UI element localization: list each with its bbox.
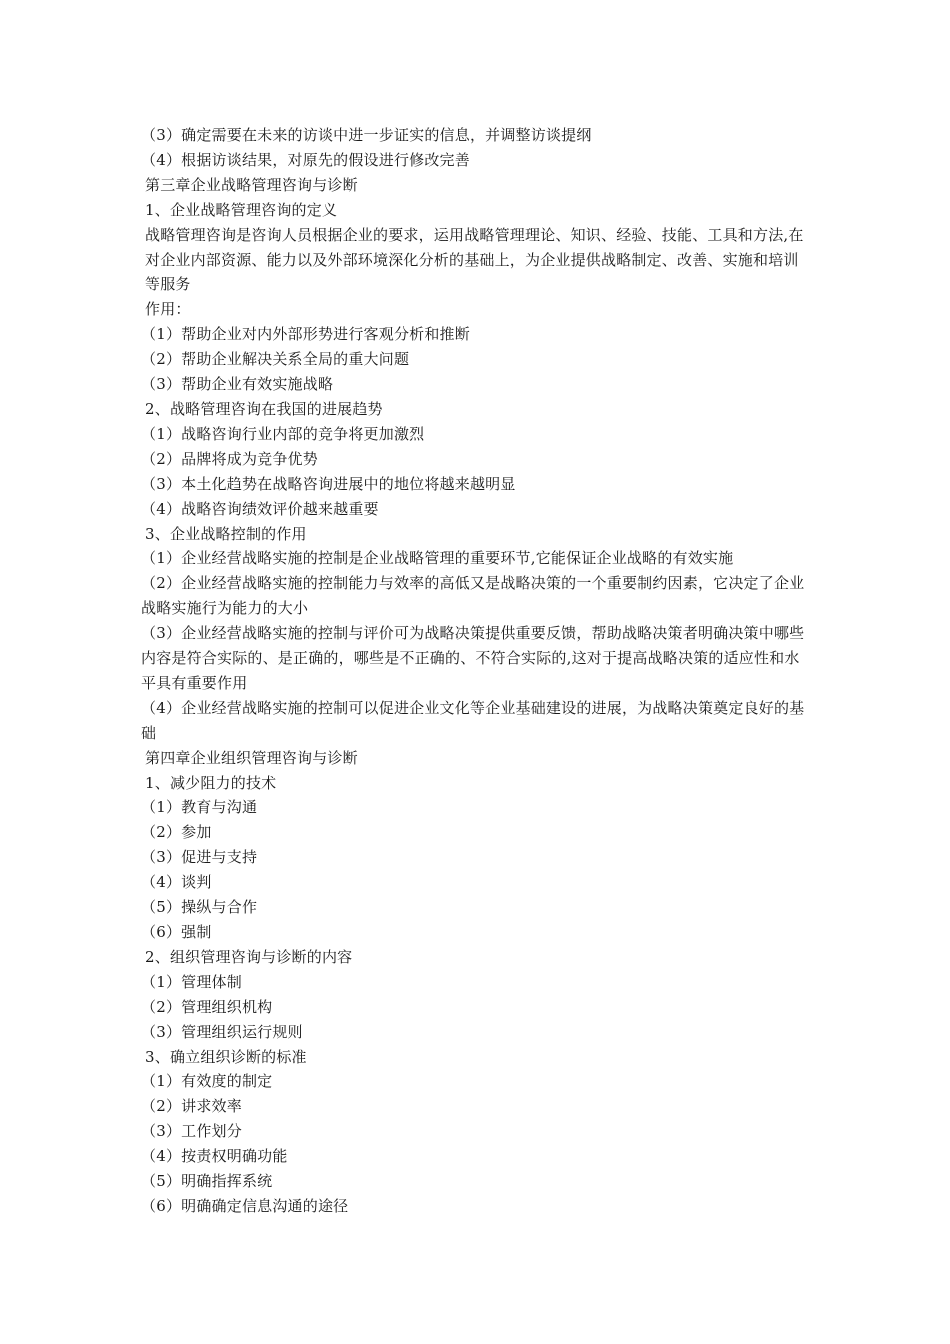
chapter-title: 第三章企业战略管理咨询与诊断 xyxy=(145,175,358,194)
section-heading: 1、减少阻力的技术 xyxy=(145,773,277,792)
list-item: （1）帮助企业对内外部形势进行客观分析和推断 xyxy=(141,325,470,344)
list-item: （2）讲求效率 xyxy=(141,1097,242,1116)
section-heading: 2、组织管理咨询与诊断的内容 xyxy=(145,947,353,966)
document-body xyxy=(141,123,810,1219)
list-item: （4）根据访谈结果，对原先的假设进行修改完善 xyxy=(141,150,470,169)
section-heading: 1、企业战略管理咨询的定义 xyxy=(145,200,338,219)
list-item: （2）帮助企业解决关系全局的重大问题 xyxy=(141,350,410,369)
list-item: （5）明确指挥系统 xyxy=(141,1172,273,1191)
section-heading: 2、战略管理咨询在我国的进展趋势 xyxy=(145,399,383,418)
list-item: （2）参加 xyxy=(141,823,212,842)
list-item: （3）工作划分 xyxy=(141,1122,242,1141)
list-item: （5）操纵与合作 xyxy=(141,898,258,917)
list-item: （3）确定需要在未来的访谈中进一步证实的信息，并调整访谈提纲 xyxy=(141,126,592,144)
list-item: （6）明确确定信息沟通的途径 xyxy=(141,1196,349,1215)
list-item: （3）企业经营战略实施的控制与评价可为战略决策提供重要反馈，帮助战略决策者明确决策中哪些内容是符合实际的、是正确的，哪些是不正确的、不符合实际的,这对于提高战略决策的适应性和水平具有重要作用 xyxy=(141,624,805,692)
list-item: （3）管理组织运行规则 xyxy=(141,1022,303,1041)
list-item: （4）企业经营战略实施的控制可以促进企业文化等企业基础建设的进展，为战略决策奠定良好的基础 xyxy=(141,698,805,742)
list-item: （4）谈判 xyxy=(141,873,212,892)
section-heading: 3、企业战略控制的作用 xyxy=(145,524,307,543)
list-item: （1）管理体制 xyxy=(141,972,242,991)
list-item: （1）战略咨询行业内部的竞争将更加激烈 xyxy=(141,424,425,443)
list-item: （6）强制 xyxy=(141,923,212,941)
list-item: （3）促进与支持 xyxy=(141,848,258,867)
list-item: （3）本土化趋势在战略咨询进展中的地位将越来越明显 xyxy=(141,474,516,493)
list-item: （3）帮助企业有效实施战略 xyxy=(141,375,334,394)
list-item: （1）企业经营战略实施的控制是企业战略管理的重要环节,它能保证企业战略的有效实施 xyxy=(141,549,734,568)
chapter-title: 第四章企业组织管理咨询与诊断 xyxy=(145,748,358,767)
list-item: （1）有效度的制定 xyxy=(141,1072,273,1091)
section-heading: 3、确立组织诊断的标准 xyxy=(145,1047,307,1066)
list-item: （2）品牌将成为竞争优势 xyxy=(141,449,318,468)
list-item: （2）企业经营战略实施的控制能力与效率的高低又是战略决策的一个重要制约因素，它决定了企业战略实施行为能力的大小 xyxy=(141,574,805,618)
paragraph: 作用： xyxy=(145,300,191,319)
list-item: （2）管理组织机构 xyxy=(141,997,273,1016)
list-item: （4）按责权明确功能 xyxy=(141,1147,288,1166)
list-item: （4）战略咨询绩效评价越来越重要 xyxy=(141,499,379,518)
list-item: （1）教育与沟通 xyxy=(141,798,258,817)
paragraph: 战略管理咨询是咨询人员根据企业的要求，运用战略管理理论、知识、经验、技能、工具和方法,在对企业内部资源、能力以及外部环境深化分析的基础上，为企业提供战略制定、改善、实施和培训等服务 xyxy=(145,225,804,294)
